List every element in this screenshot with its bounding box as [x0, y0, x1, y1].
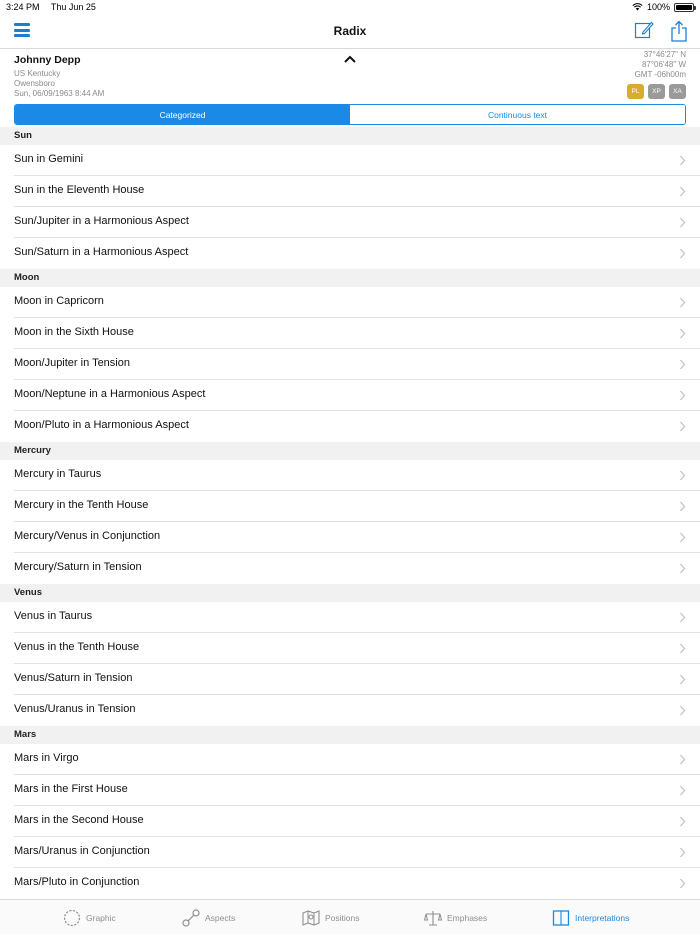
section-header-mercury: Mercury: [0, 442, 700, 460]
list-item[interactable]: [0, 380, 700, 411]
graphic-circle-icon: [63, 909, 81, 927]
chart-type-badges: [627, 84, 686, 99]
chevron-right-icon: [679, 186, 686, 197]
tab-graphic-label: Graphic: [86, 913, 116, 923]
list-item-label: Moon/Pluto in a Harmonious Aspect: [14, 419, 189, 431]
scales-icon: [424, 909, 442, 927]
list-item[interactable]: [0, 287, 700, 318]
section-header-mars: Mars: [0, 726, 700, 744]
chevron-right-icon: [679, 470, 686, 481]
aspects-icon: [182, 909, 200, 927]
longitude: 87°06'48" W: [641, 60, 686, 69]
edit-icon[interactable]: [634, 20, 654, 40]
chevron-right-icon: [679, 847, 686, 858]
share-icon[interactable]: [670, 20, 688, 42]
tab-interpretations[interactable]: [552, 908, 629, 928]
list-item[interactable]: [0, 176, 700, 207]
chevron-right-icon: [679, 878, 686, 889]
list-item-label: Moon/Neptune in a Harmonious Aspect: [14, 388, 206, 400]
wifi-icon: [632, 3, 643, 11]
list-item-label: Venus in the Tenth House: [14, 641, 140, 653]
chevron-right-icon: [679, 674, 686, 685]
status-time: 3:24 PM: [6, 2, 40, 12]
chevron-right-icon: [679, 754, 686, 765]
list-item-label: Sun/Saturn in a Harmonious Aspect: [14, 246, 189, 258]
chevron-right-icon: [679, 421, 686, 432]
chevron-right-icon: [679, 217, 686, 228]
tab-positions[interactable]: [302, 908, 360, 928]
segment-categorized[interactable]: Categorized: [15, 105, 350, 124]
list-item[interactable]: [0, 695, 700, 726]
list-item-label: Venus/Saturn in Tension: [14, 672, 133, 684]
list-item[interactable]: [0, 460, 700, 491]
chevron-right-icon: [679, 328, 686, 339]
list-item[interactable]: [0, 349, 700, 380]
tab-interpretations-label: Interpretations: [575, 913, 630, 923]
tab-graphic[interactable]: [63, 908, 116, 928]
page-title: Radix: [333, 24, 367, 38]
status-bar: [0, 0, 700, 14]
list-item-label: Moon in Capricorn: [14, 295, 104, 307]
chevron-right-icon: [679, 612, 686, 623]
battery-percent: 100%: [646, 2, 670, 12]
segment-continuous-text[interactable]: Continuous text: [350, 105, 685, 124]
list-item-label: Mars in the Second House: [14, 814, 144, 826]
chevron-right-icon: [679, 705, 686, 716]
latitude: 37°46'27" N: [643, 50, 686, 59]
view-mode-segmented-control: [14, 104, 686, 125]
section-header-venus: Venus: [0, 584, 700, 602]
list-item[interactable]: [0, 775, 700, 806]
badge-xp[interactable]: XP: [648, 84, 665, 99]
section-header-sun: Sun: [0, 127, 700, 145]
tab-positions-label: Positions: [325, 913, 360, 923]
battery-icon: [674, 3, 694, 12]
navigation-bar: [0, 14, 700, 49]
tab-aspects[interactable]: [182, 908, 235, 928]
chevron-right-icon: [679, 563, 686, 574]
chevron-right-icon: [679, 785, 686, 796]
chevron-right-icon: [679, 390, 686, 401]
list-item-label: Sun/Jupiter in a Harmonious Aspect: [14, 215, 189, 227]
chevron-right-icon: [679, 248, 686, 259]
list-item[interactable]: [0, 238, 700, 269]
chevron-up-icon[interactable]: [342, 54, 358, 64]
chevron-right-icon: [679, 501, 686, 512]
chevron-right-icon: [679, 297, 686, 308]
list-item[interactable]: [0, 318, 700, 349]
tab-aspects-label: Aspects: [205, 913, 236, 923]
status-date: Thu Jun 25: [50, 2, 96, 12]
list-item[interactable]: [0, 868, 700, 899]
positions-map-icon: [302, 909, 320, 927]
badge-xa[interactable]: XA: [669, 84, 686, 99]
list-item-label: Sun in the Eleventh House: [14, 184, 145, 196]
list-item[interactable]: [0, 522, 700, 553]
list-item[interactable]: [0, 633, 700, 664]
list-item-label: Venus in Taurus: [14, 610, 93, 622]
person-name: Johnny Depp: [14, 54, 81, 66]
list-item-label: Venus/Uranus in Tension: [14, 703, 136, 715]
tab-bar: [0, 899, 700, 934]
list-item-label: Mars/Pluto in Conjunction: [14, 876, 140, 888]
badge-pl[interactable]: PL: [627, 84, 644, 99]
birth-datetime: Sun, 06/09/1963 8:44 AM: [14, 89, 105, 98]
list-item[interactable]: [0, 207, 700, 238]
chevron-right-icon: [679, 816, 686, 827]
list-item[interactable]: [0, 553, 700, 584]
list-item[interactable]: [0, 411, 700, 442]
list-item-label: Mars in the First House: [14, 783, 128, 795]
list-item-label: Mars/Uranus in Conjunction: [14, 845, 150, 857]
list-item[interactable]: [0, 664, 700, 695]
list-item[interactable]: [0, 744, 700, 775]
list-item-label: Mercury/Saturn in Tension: [14, 561, 142, 573]
list-item[interactable]: [0, 806, 700, 837]
list-item-label: Sun in Gemini: [14, 153, 84, 165]
timezone: GMT -06h00m: [634, 70, 686, 79]
list-item-label: Mercury/Venus in Conjunction: [14, 530, 161, 542]
list-item-label: Mercury in Taurus: [14, 468, 102, 480]
chevron-right-icon: [679, 532, 686, 543]
chevron-right-icon: [679, 155, 686, 166]
list-item[interactable]: [0, 145, 700, 176]
list-item-label: Mars in Virgo: [14, 752, 79, 764]
birth-region: US Kentucky: [14, 69, 61, 78]
birth-city: Owensboro: [14, 79, 55, 88]
interpretation-list: [0, 127, 700, 899]
list-item-label: Mercury in the Tenth House: [14, 499, 149, 511]
section-header-moon: Moon: [0, 269, 700, 287]
list-item-label: Moon in the Sixth House: [14, 326, 134, 338]
list-item[interactable]: [0, 491, 700, 522]
chevron-right-icon: [679, 643, 686, 654]
tab-emphases[interactable]: [424, 908, 487, 928]
tab-emphases-label: Emphases: [447, 913, 488, 923]
chart-person-header: [0, 49, 700, 104]
list-item[interactable]: [0, 837, 700, 868]
book-icon: [552, 909, 570, 927]
list-item-label: Moon/Jupiter in Tension: [14, 357, 130, 369]
chevron-right-icon: [679, 359, 686, 370]
list-item[interactable]: [0, 602, 700, 633]
